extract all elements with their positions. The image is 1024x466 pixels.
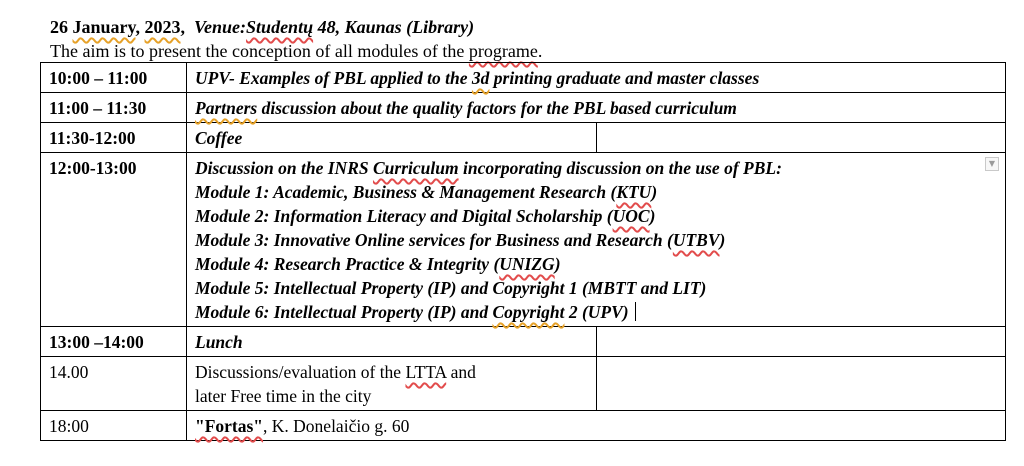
module-text: Module 1: Academic, Business & Management Research ( (195, 182, 617, 202)
topic-text: UPV- Examples of PBL applied to the (195, 68, 472, 88)
date-month: January (72, 17, 136, 37)
module-word-copyright: Copyright (492, 302, 565, 322)
module-line (195, 228, 997, 252)
module-text-end: ) (719, 230, 726, 250)
table-row (41, 93, 1006, 123)
module-line (195, 180, 997, 204)
topic-word-partners: Partners (195, 98, 258, 118)
module-partner-code: UNIZG (499, 254, 555, 274)
module-line (195, 276, 997, 300)
topic-cell[interactable]: Coffee (187, 123, 597, 153)
empty-cell[interactable] (596, 357, 1006, 411)
date-comma: , (180, 17, 186, 37)
intro-text: Discussion on the INRS (195, 158, 373, 178)
topic-text: discussion about the quality factors for the PBL based curriculum (257, 98, 737, 118)
module-line (195, 300, 997, 324)
module-text: Module 6: Intellectual Property (IP) and (195, 302, 493, 322)
time-cell: 18:00 (41, 411, 187, 441)
table-row (41, 327, 1006, 357)
topic-line (195, 360, 588, 384)
topic-cell[interactable] (187, 357, 597, 411)
module-partner-code: KTU (616, 182, 652, 202)
table-row (41, 411, 1006, 441)
date-year: 2023 (144, 17, 181, 37)
module-line (195, 204, 997, 228)
topic-word-3d: 3d (471, 68, 490, 88)
venue-label: Venue: (194, 17, 247, 37)
table-row (41, 63, 1006, 93)
text-cursor (635, 302, 637, 321)
aim-word-programe: programe (468, 41, 538, 61)
intro-word-curriculum: Curriculum (372, 158, 459, 178)
topic-cell[interactable] (187, 63, 1006, 93)
time-cell: 11:00 – 11:30 (41, 93, 187, 123)
date-day: 26 (50, 17, 73, 37)
topic-line: later Free time in the city (195, 386, 372, 406)
venue-street: Studentų (246, 17, 314, 37)
table-row (41, 153, 1006, 327)
topic-cell[interactable] (187, 93, 1006, 123)
venue-rest: 48, Kaunas (Library) (313, 17, 475, 37)
module-text: Module 2: Information Literacy and Digital Scholarship ( (195, 206, 613, 226)
topic-cell[interactable]: Lunch (187, 327, 597, 357)
time-cell: 12:00-13:00 (41, 153, 187, 327)
module-line (195, 252, 997, 276)
chevron-down-icon[interactable]: ▼ (985, 157, 999, 171)
module-text-end: ) (649, 206, 656, 226)
aim-text: The aim is to present the conception of all modules of the (50, 41, 469, 61)
topic-text-end: printing graduate and master classes (489, 68, 760, 88)
module-partner-code: UTBV (672, 230, 720, 250)
date-separator: , (135, 17, 145, 37)
venue-name-fortas: "Fortas" (195, 416, 264, 436)
aim-period: . (537, 41, 543, 61)
intro-text-end: incorporating discussion on the use of PBL: (458, 158, 782, 178)
topic-text-end: and (446, 362, 476, 382)
curriculum-intro (195, 156, 997, 180)
table-row (41, 357, 1006, 411)
module-text-end: ) (554, 254, 561, 274)
table-row (41, 123, 1006, 153)
empty-cell[interactable] (596, 327, 1006, 357)
topic-cell[interactable] (187, 153, 1006, 327)
aim-statement (50, 41, 542, 62)
topic-text: Discussions/evaluation of the (195, 362, 406, 382)
module-text: Module 3: Innovative Online services for Business and Research ( (195, 230, 673, 250)
empty-cell[interactable] (596, 123, 1006, 153)
time-cell: 13:00 –14:00 (41, 327, 187, 357)
time-cell: 14.00 (41, 357, 187, 411)
module-text-end: ) (651, 182, 658, 202)
topic-word-ltta: LTTA (405, 362, 447, 382)
meeting-header (50, 17, 474, 38)
module-text: Module 4: Research Practice & Integrity ( (195, 254, 500, 274)
time-cell: 11:30-12:00 (41, 123, 187, 153)
module-text-end: 2 (UPV) (564, 302, 629, 322)
module-text: Module 5: Intellectual Property (IP) and Copyright 1 (MBTT and LIT) (195, 278, 707, 298)
venue-address: , K. Donelaičio g. 60 (263, 416, 410, 436)
topic-cell[interactable] (187, 411, 1006, 441)
module-partner-code: UOC (612, 206, 650, 226)
venue (194, 17, 474, 37)
meeting-date (50, 17, 185, 37)
agenda-table (40, 62, 1006, 441)
time-cell: 10:00 – 11:00 (41, 63, 187, 93)
